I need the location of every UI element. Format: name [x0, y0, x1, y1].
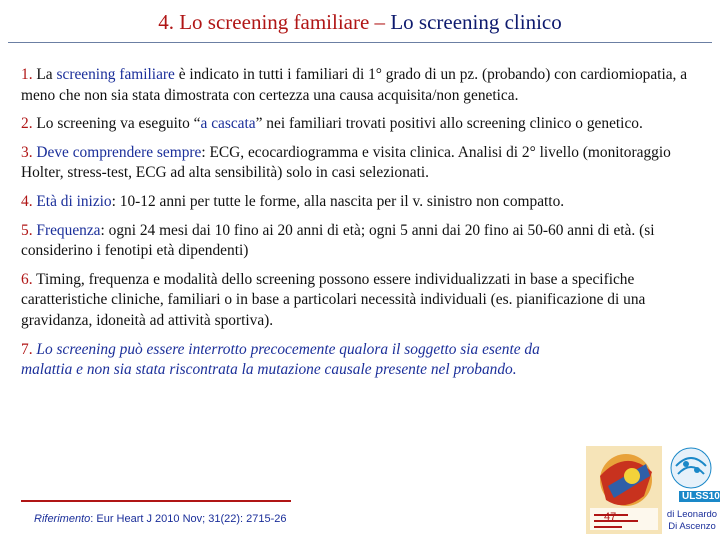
point-1 — [21, 65, 699, 106]
point-text: : 10-12 anni per tutte le forme, alla nascita per il v. sinistro non compatto. — [111, 192, 565, 210]
point-text: Timing, frequenza e modalità dello screening possono essere individualizzati in base a specifiche caratteristiche cliniche, familiari o in base a particolari necessità individuali (es. pianificazione di una gravidanza, idoneità ad attività sportiva). — [21, 270, 646, 329]
point-highlight: screening familiare — [56, 66, 175, 83]
ulss-label: ULSS10 — [679, 491, 720, 502]
reference-label: Riferimento — [34, 513, 91, 525]
point-text: La — [36, 66, 53, 83]
point-number: 4. — [21, 192, 33, 210]
point-text: ” nei familiari trovati positivi allo screening clinico o genetico. — [255, 115, 643, 133]
author-credit — [664, 509, 720, 533]
point-number: 7. — [21, 340, 33, 358]
points-list — [21, 65, 699, 389]
point-6 — [21, 270, 699, 332]
point-text: : ogni 24 mesi dai 10 fino ai 20 anni di età; ogni 5 anni dai 20 fino ai 50-60 anni di età. (si considerino i fenotipi età dipendenti) — [21, 221, 655, 260]
point-number: 5. — [21, 221, 33, 239]
point-2 — [21, 114, 699, 135]
point-4 — [21, 192, 699, 213]
point-text: Lo screening va eseguito “ — [36, 115, 201, 133]
point-text: : ECG, ecocardiogramma e visita clinica. Analisi di 2° livello (monitoraggio Holter, stress-test, ECG ad alta sensibilità) solo in casi selezionati. — [21, 143, 671, 182]
point-highlight: Età di inizio — [36, 192, 112, 210]
title-part-2: Lo screening clinico — [390, 10, 562, 34]
author-line-1: di Leonardo — [666, 509, 718, 520]
point-highlight: Frequenza — [36, 221, 101, 239]
author-line-2: Di Ascenzo — [668, 521, 716, 532]
reference — [34, 513, 287, 525]
poster-number: 47 — [604, 511, 617, 523]
point-text: è indicato in tutti i familiari di 1° grado di un pz. (probando) con cardiomiopatia, a meno che non sia stata dimostrata con certezza una causa acquisita/non genetica. — [21, 66, 688, 104]
point-highlight: Deve comprendere sempre — [36, 143, 202, 161]
point-text: Lo screening può essere interrotto precocemente qualora il soggetto sia esente da malattia e non sia stata riscontrata la mutazione causale presente nel probando. — [21, 340, 540, 379]
point-number: 1. — [21, 66, 33, 83]
point-3 — [21, 143, 699, 184]
title-divider — [8, 42, 712, 43]
point-highlight: a cascata — [200, 115, 256, 133]
point-number: 2. — [21, 115, 33, 133]
congress-poster-logo — [586, 446, 662, 534]
title-part-1: 4. Lo screening familiare – — [158, 10, 386, 34]
point-number: 6. — [21, 270, 33, 288]
reference-text: : Eur Heart J 2010 Nov; 31(22): 2715-26 — [90, 513, 287, 525]
reference-divider — [21, 500, 291, 502]
point-number: 3. — [21, 143, 33, 161]
point-7 — [21, 340, 581, 381]
page-title — [0, 8, 720, 36]
point-5 — [21, 221, 699, 262]
